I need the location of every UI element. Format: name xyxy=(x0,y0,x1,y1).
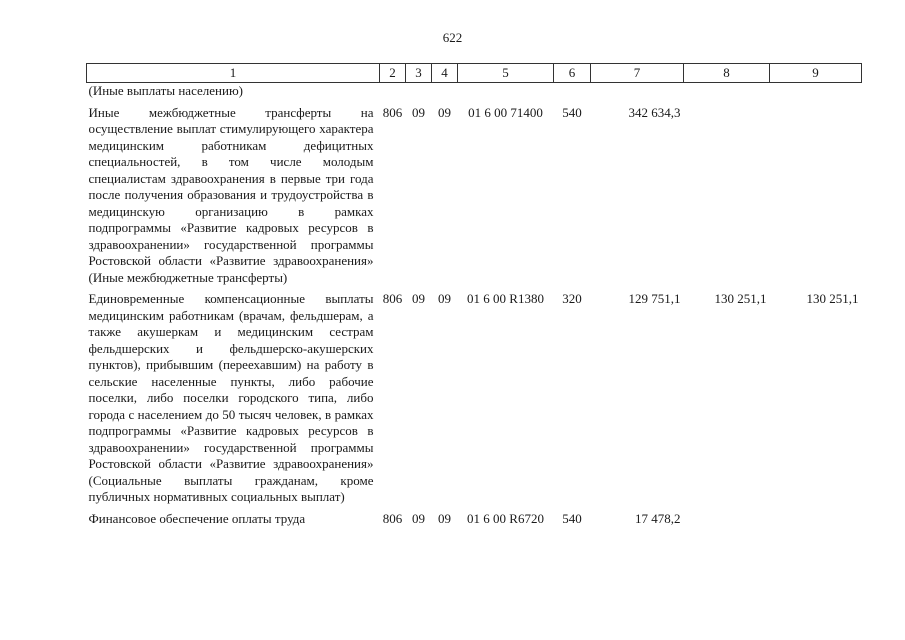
row-description: (Иные выплаты населению) xyxy=(88,83,243,98)
row-target-code: 01 6 00 71400 xyxy=(468,104,543,120)
row-description: Иные межбюджетные трансферты на осуществление выплат стимулирующего характера медицинским работникам дефицитных специальностей, в том числе молодым специалистам здравоохранения в первые три года после получения образования и трудоустройства в медицинскую организацию в рамках подпрограммы «Развитие кадровых ресурсов в здравоохранении» государственной программы Ростовской области «Развитие здравоохранения» (Иные межбюджетные трансферты) xyxy=(88,104,374,285)
row-section: 09 xyxy=(412,291,425,306)
row-ministry-code xyxy=(380,83,406,100)
row-subsection: 09 xyxy=(438,510,451,526)
row-amount-1 xyxy=(591,83,684,100)
row-section: 09 xyxy=(412,104,425,120)
row-description: Единовременные компенсационные выплаты медицинским работникам (врачам, фельдшерам, а также акушеркам и медицинским сестрам фельдшерских и фельдшерско-акушерских пунктов), прибывшим (переехавшим) на работу в сельские населенные пункты, либо рабочие поселки, либо поселки городского типа, либо города с населением до 50 тысяч человек, в рамках подпрограммы «Развитие кадровых ресурсов в здравоохранении» государственной программы Ростовской области «Развитие здравоохранения» (Социальные выплаты гражданам, кроме публичных нормативных социальных выплат) xyxy=(88,291,374,504)
header-col-5: 5 xyxy=(458,64,554,83)
row-amount-2 xyxy=(684,83,770,100)
table-row xyxy=(87,506,862,528)
table-row xyxy=(87,83,862,100)
header-col-3: 3 xyxy=(406,64,432,83)
row-expense-type: 540 xyxy=(562,104,582,120)
row-target-code xyxy=(458,83,554,100)
row-ministry-code: 806 xyxy=(382,104,403,120)
row-section xyxy=(406,83,432,100)
header-col-4: 4 xyxy=(432,64,458,83)
row-amount-3: 130 251,1 xyxy=(806,291,859,306)
row-target-code: 01 6 00 R6720 xyxy=(467,510,544,526)
row-amount-2: 130 251,1 xyxy=(714,291,767,306)
row-description: Финансовое обеспечение оплаты труда xyxy=(88,510,306,526)
row-subsection: 09 xyxy=(438,104,451,120)
row-amount-3 xyxy=(770,100,862,287)
table-header xyxy=(87,64,862,83)
row-amount-1: 342 634,3 xyxy=(628,104,681,120)
row-expense-type xyxy=(554,83,591,100)
header-col-9: 9 xyxy=(770,64,862,83)
row-amount-1: 17 478,2 xyxy=(635,510,681,526)
row-amount-1: 129 751,1 xyxy=(628,291,681,306)
header-col-6: 6 xyxy=(554,64,591,83)
row-ministry-code: 806 xyxy=(382,510,403,526)
row-amount-2 xyxy=(684,100,770,287)
row-amount-2 xyxy=(684,506,770,528)
row-subsection xyxy=(432,83,458,100)
row-expense-type: 540 xyxy=(562,510,582,526)
header-col-1: 1 xyxy=(87,64,380,83)
row-target-code: 01 6 00 R1380 xyxy=(467,291,544,306)
row-subsection: 09 xyxy=(438,291,451,306)
header-col-2: 2 xyxy=(380,64,406,83)
row-section: 09 xyxy=(412,510,425,526)
row-expense-type: 320 xyxy=(562,291,582,306)
page-number: 622 xyxy=(442,30,463,45)
row-amount-3 xyxy=(770,83,862,100)
budget-table xyxy=(86,63,862,527)
row-amount-3 xyxy=(770,506,862,528)
table-row xyxy=(87,100,862,287)
header-col-8: 8 xyxy=(684,64,770,83)
row-ministry-code: 806 xyxy=(382,291,403,306)
header-col-7: 7 xyxy=(591,64,684,83)
table-row xyxy=(87,286,862,506)
